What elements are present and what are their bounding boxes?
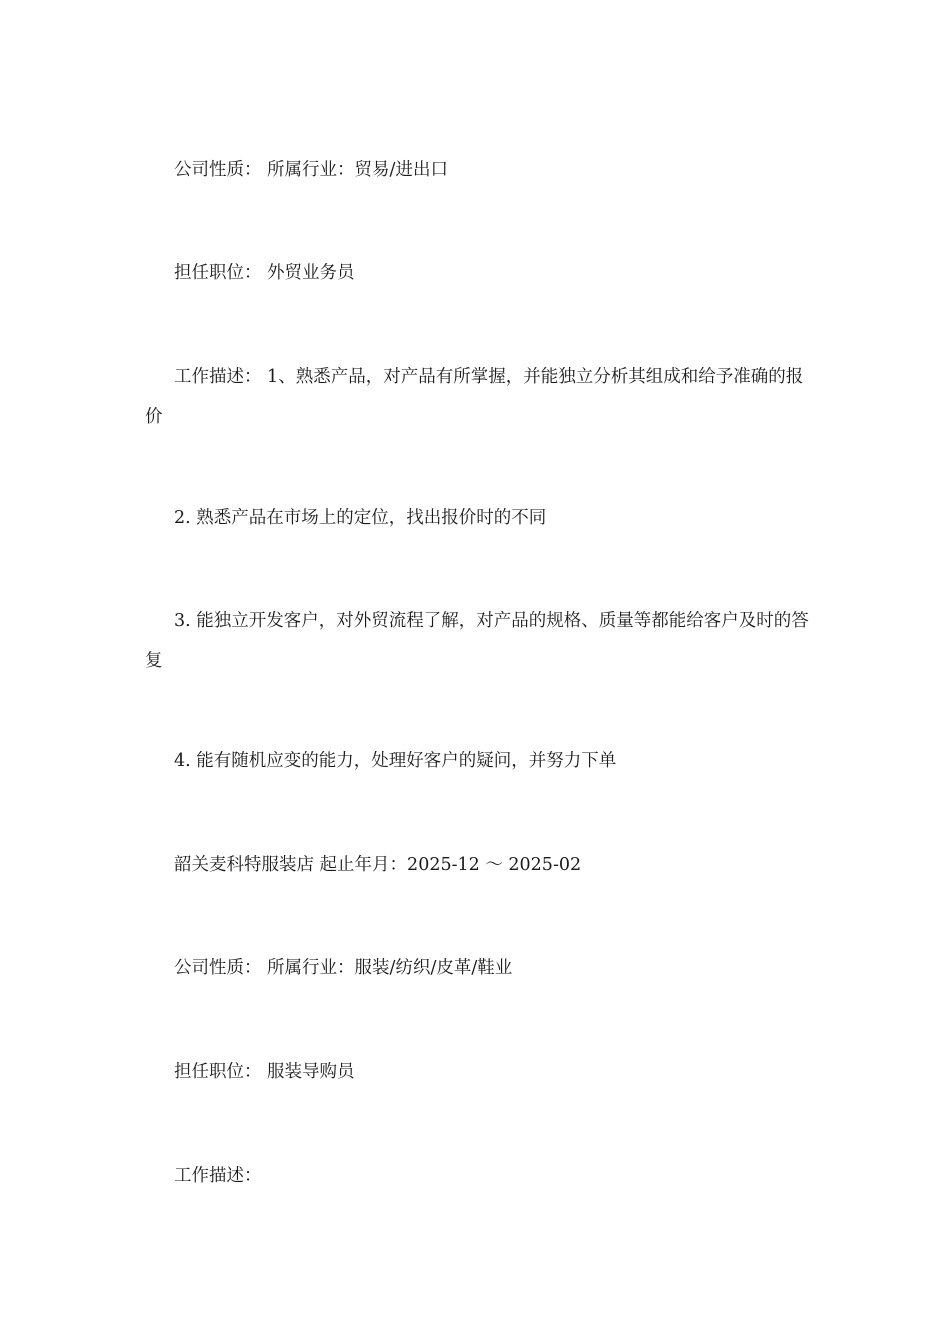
- job-description-item-2: 2. 熟悉产品在市场上的定位，找出报价时的不同: [174, 508, 547, 528]
- company-nature-line-1: 公司性质： 所属行业：贸易/进出口: [174, 160, 448, 180]
- company-nature-line-2: 公司性质： 所属行业：服装/纺织/皮革/鞋业: [174, 958, 513, 978]
- employer-and-period-line: 韶关麦科特服装店 起止年月：2025-12 ～ 2025-02: [174, 855, 582, 875]
- job-description-item-1: 工作描述： 1、熟悉产品，对产品有所掌握，并能独立分析其组成和给予准确的报价: [145, 367, 804, 427]
- job-description-item-3: 3. 能独立开发客户，对外贸流程了解，对产品的规格、质量等都能给客户及时的答复: [145, 611, 809, 671]
- job-description-item-4: 4. 能有随机应变的能力，处理好客户的疑问，并努力下单: [174, 751, 617, 771]
- position-line-1: 担任职位： 外贸业务员: [174, 263, 355, 283]
- job-description-heading-2: 工作描述：: [174, 1166, 262, 1186]
- position-line-2: 担任职位： 服装导购员: [174, 1062, 355, 1082]
